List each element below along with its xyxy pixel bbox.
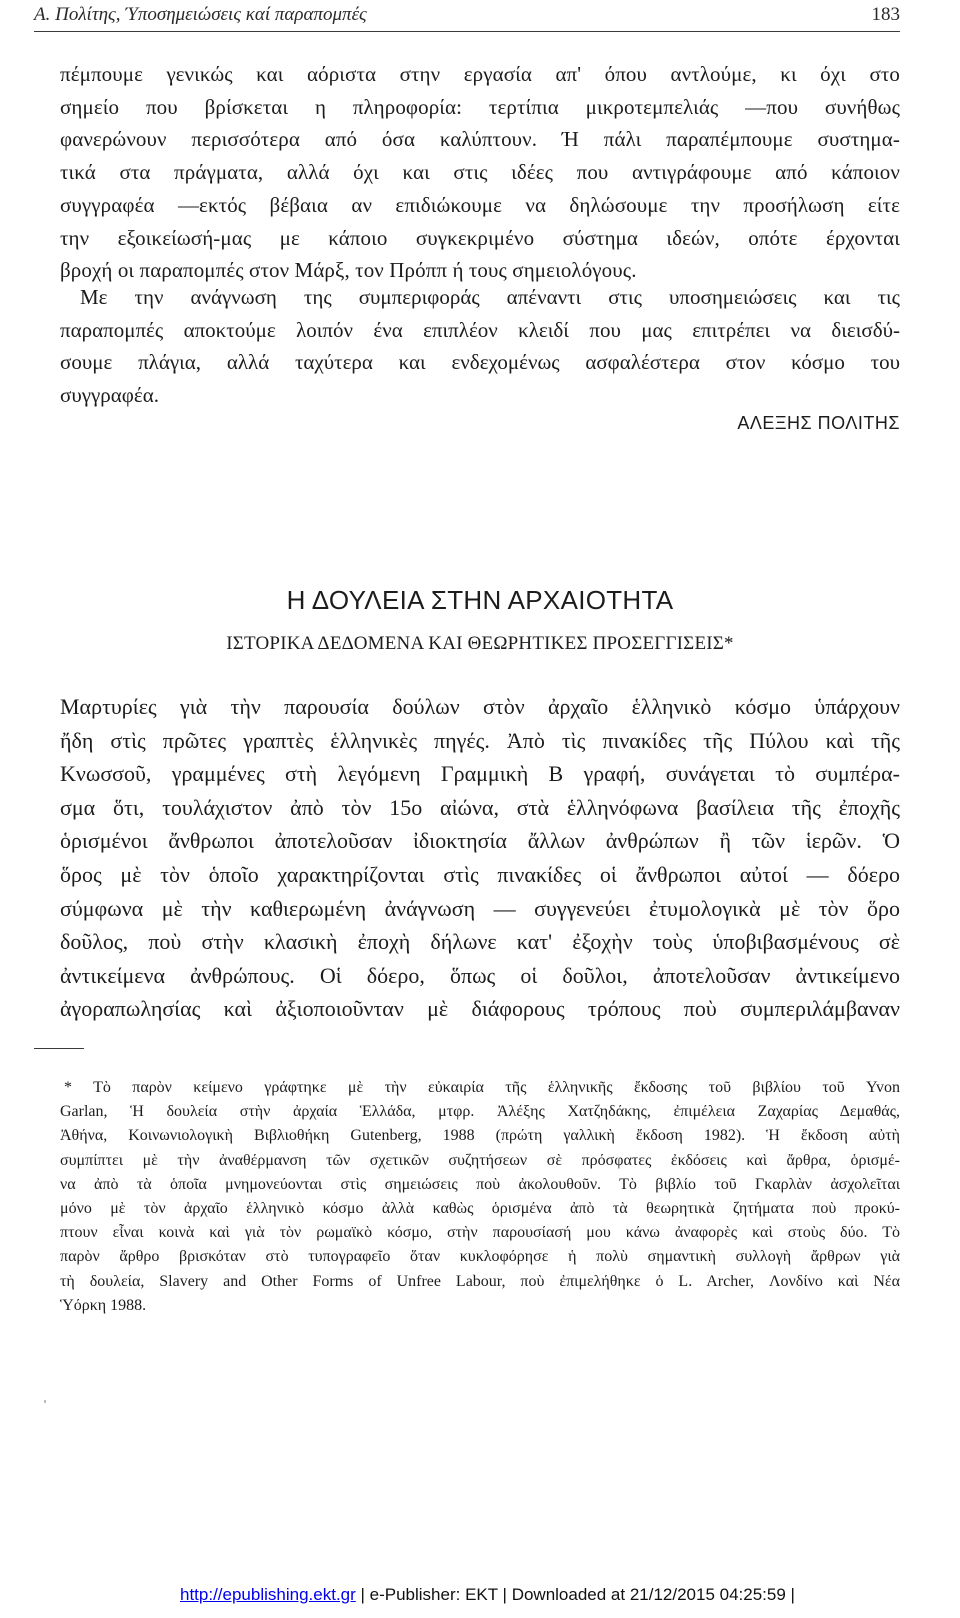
text-line: ὁρισμένοι ἄνθρωποι ἀποτελοῦσαν ἰδιοκτησία ἄλλων ἀνθρώπων ἢ τῶν ἱερῶν. Ὁ xyxy=(60,828,900,854)
footnote-line: * Τὸ παρὸν κείμενο γράφτηκε μὲ τὴν εὐκαιρία τῆς ἑλληνικῆς ἔκδοσης τοῦ βιβλίου τοῦ Yvon xyxy=(64,1079,900,1096)
header-rule xyxy=(34,31,900,32)
text-line: Μαρτυρίες γιὰ τὴν παρουσία δούλων στὸν ἀρχαῖο ἑλληνικὸ κόσμο ὑπάρχουν xyxy=(60,694,900,719)
text-line: ὅρος μὲ τὸν ὁποῖο χαρακτηρίζονται στὶς πινακίδες οἱ ἄνθρωποι αὐτοί — δόερο xyxy=(60,861,900,887)
footnote-line: συμπίπτει μὲ τὴν ἀναθέρμανση τῶν σχετικῶν συζητήσεων σὲ πρόσφατες ἐκδόσεις καὶ ἄρθρα, ὁρισμέ- xyxy=(60,1151,900,1169)
footnote-line: μόνο μὲ τὸν ἀρχαῖο ἑλληνικὸ κόσμο ἀλλὰ καθὼς ὁρισμένα ἀπὸ τὰ θεωρητικὰ ζητήματα ποὺ προκύ- xyxy=(60,1200,900,1218)
text-line: δοῦλος, ποὺ στὴν κλασικὴ ἐποχὴ δήλωνε κατ' ἐξοχὴν τοὺς ὑποβιβασμένους σὲ xyxy=(60,929,900,955)
text-line: πέμπουμε γενικώς και αόριστα στην εργασία απ' όπου αντλούμε, κι όχι στο xyxy=(60,62,900,86)
text-line: σημείο που βρίσκεται η πληροφορία: τερτίπια μικροτεμπελιάς —που συνήθως xyxy=(60,94,900,119)
page-number: 183 xyxy=(871,4,900,25)
running-title: Α. Πολίτης, Ύποσημειώσεις καί παραπομπές xyxy=(34,4,367,25)
text-line: συγγραφέα —εκτός βέβαια αν επιδιώκουμε να δηλώσουμε την προσήλωση είτε xyxy=(60,192,900,217)
footnote-line: τὴ δουλεία, Slavery and Other Forms of Unfree Labour, ποὺ ἐπιμελήθηκε ὁ L. Archer, Λονδίνο καὶ Νέα xyxy=(60,1272,900,1290)
text-line: παραπομπές αποκτούμε λοιπόν ένα επιπλέον κλειδί που μας επιτρέπει να διεισδύ- xyxy=(60,317,900,342)
article-body xyxy=(60,690,900,1026)
text-line: Με την ανάγνωση της συμπεριφοράς απέναντι στις υποσημειώσεις και τις xyxy=(80,285,900,309)
footnote-line: πτουν εἶναι κοινὰ καὶ γιὰ τὸν ρωμαϊκὸ κόσμο, στὴν παρουσίασή μου κάνω ἀναφορὲς καὶ στοὺς δύο. Τὸ xyxy=(60,1224,900,1242)
text-line: σουμε πλάγια, αλλά ταχύτερα και ενδεχομένως ασφαλέστερα στον κόσμο του xyxy=(60,350,900,375)
footnote-line: Garlan, Ἡ δουλεία στὴν ἀρχαία Ἑλλάδα, μτφρ. Ἀλέξης Χατζηδάκης, ἐπιμέλεια Ζαχαρίας Δεμαθάς, xyxy=(60,1103,900,1121)
intro-paragraph xyxy=(60,58,900,287)
download-footer xyxy=(180,1585,795,1605)
text-line: τικά στα πράγματα, αλλά όχι και στις ιδέες που αντιγράφουμε από κάποιον xyxy=(60,160,900,185)
text-line: ἤδη στὶς πρῶτες γραπτὲς ἑλληνικὲς πηγές. Ἀπὸ τὶς πινακίδες τῆς Πύλου καὶ τῆς xyxy=(60,727,900,753)
footnote-separator xyxy=(34,1048,84,1049)
text-line: την εξοικείωσή-μας με κάποιο συγκεκριμένο σύστημα ιδεών, οπότε έρχονται xyxy=(60,225,900,250)
epublishing-link[interactable]: http://epublishing.ekt.gr xyxy=(180,1585,356,1604)
running-header xyxy=(34,4,900,30)
text-line: σύμφωνα μὲ τὴν καθιερωμένη ἀνάγνωση — συγγενεύει ἐτυμολογικὰ μὲ τὸν ὅρο xyxy=(60,895,900,921)
text-line: φανερώνουν περισσότερα από όσα καλύπτουν. Ή πάλι παραπέμπουμε συστημα- xyxy=(60,127,900,152)
footer-text: | e-Publisher: EKT | Downloaded at 21/12/2015 04:25:59 | xyxy=(355,1585,795,1604)
footnote xyxy=(60,1076,900,1318)
text-line: σμα ὅτι, τουλάχιστον ἀπὸ τὸν 15ο αἰώνα, στὰ ἑλληνόφωνα βασίλεια τῆς ἐποχῆς xyxy=(60,794,900,820)
text-line: Κνωσσοῦ, γραμμένες στὴ λεγόμενη Γραμμικὴ Β γραφή, συνάγεται τὸ συμπέρα- xyxy=(60,761,900,787)
article-title: Η ΔΟΥΛΕΙΑ ΣΤΗΝ ΑΡΧΑΙΟΤΗΤΑ xyxy=(286,585,674,615)
scan-speck xyxy=(44,1400,46,1403)
text-line: ἀντικείμενα ἀνθρώπους. Οἱ δόερο, ὅπως οἱ δοῦλοι, ἀποτελοῦσαν ἀντικείμενο xyxy=(60,962,900,988)
author-signature: ΑΛΕΞΗΣ ΠΟΛΙΤΗΣ xyxy=(737,413,900,433)
text-line: συγγραφέα. xyxy=(60,383,159,408)
footnote-line: Ὑόρκη 1988. xyxy=(60,1296,147,1314)
article-subtitle: ΙΣΤΟΡΙΚΑ ΔΕΔΟΜΕΝΑ ΚΑΙ ΘΕΩΡΗΤΙΚΕΣ ΠΡΟΣΕΓΓΙΣΕΙΣ* xyxy=(226,633,734,654)
footnote-line: παρὸν ἄρθρο βρισκόταν στὸ τυπογραφεῖο ὅταν κυκλοφόρησε ἡ πολὺ σημαντικὴ συλλογὴ ἄρθρων γιὰ xyxy=(60,1248,900,1266)
text-line: βροχή οι παραπομπές στον Μάρξ, τον Πρόππ ή τους σημειολόγους. xyxy=(60,258,637,283)
text-line: ἀγοραπωλησίας καὶ ἀξιοποιοῦνταν μὲ διάφορους τρόπους ποὺ συμπεριλάμβαναν xyxy=(60,996,900,1022)
footnote-line: Ἀθήνα, Κοινωνιολογικὴ Βιβλιοθήκη Gutenberg, 1988 (πρώτη γαλλικὴ ἔκδοση 1982). Ἡ ἔκδοση αὐτὴ xyxy=(60,1127,900,1145)
footnote-line: να ἀπὸ τὰ ὁποῖα μνημονεύονται στὶς σημειώσεις ποὺ ἀκολουθοῦν. Τὸ βιβλίο τοῦ Γκαρλὰν ἀσχολεῖται xyxy=(60,1175,900,1193)
closing-paragraph xyxy=(60,281,900,412)
